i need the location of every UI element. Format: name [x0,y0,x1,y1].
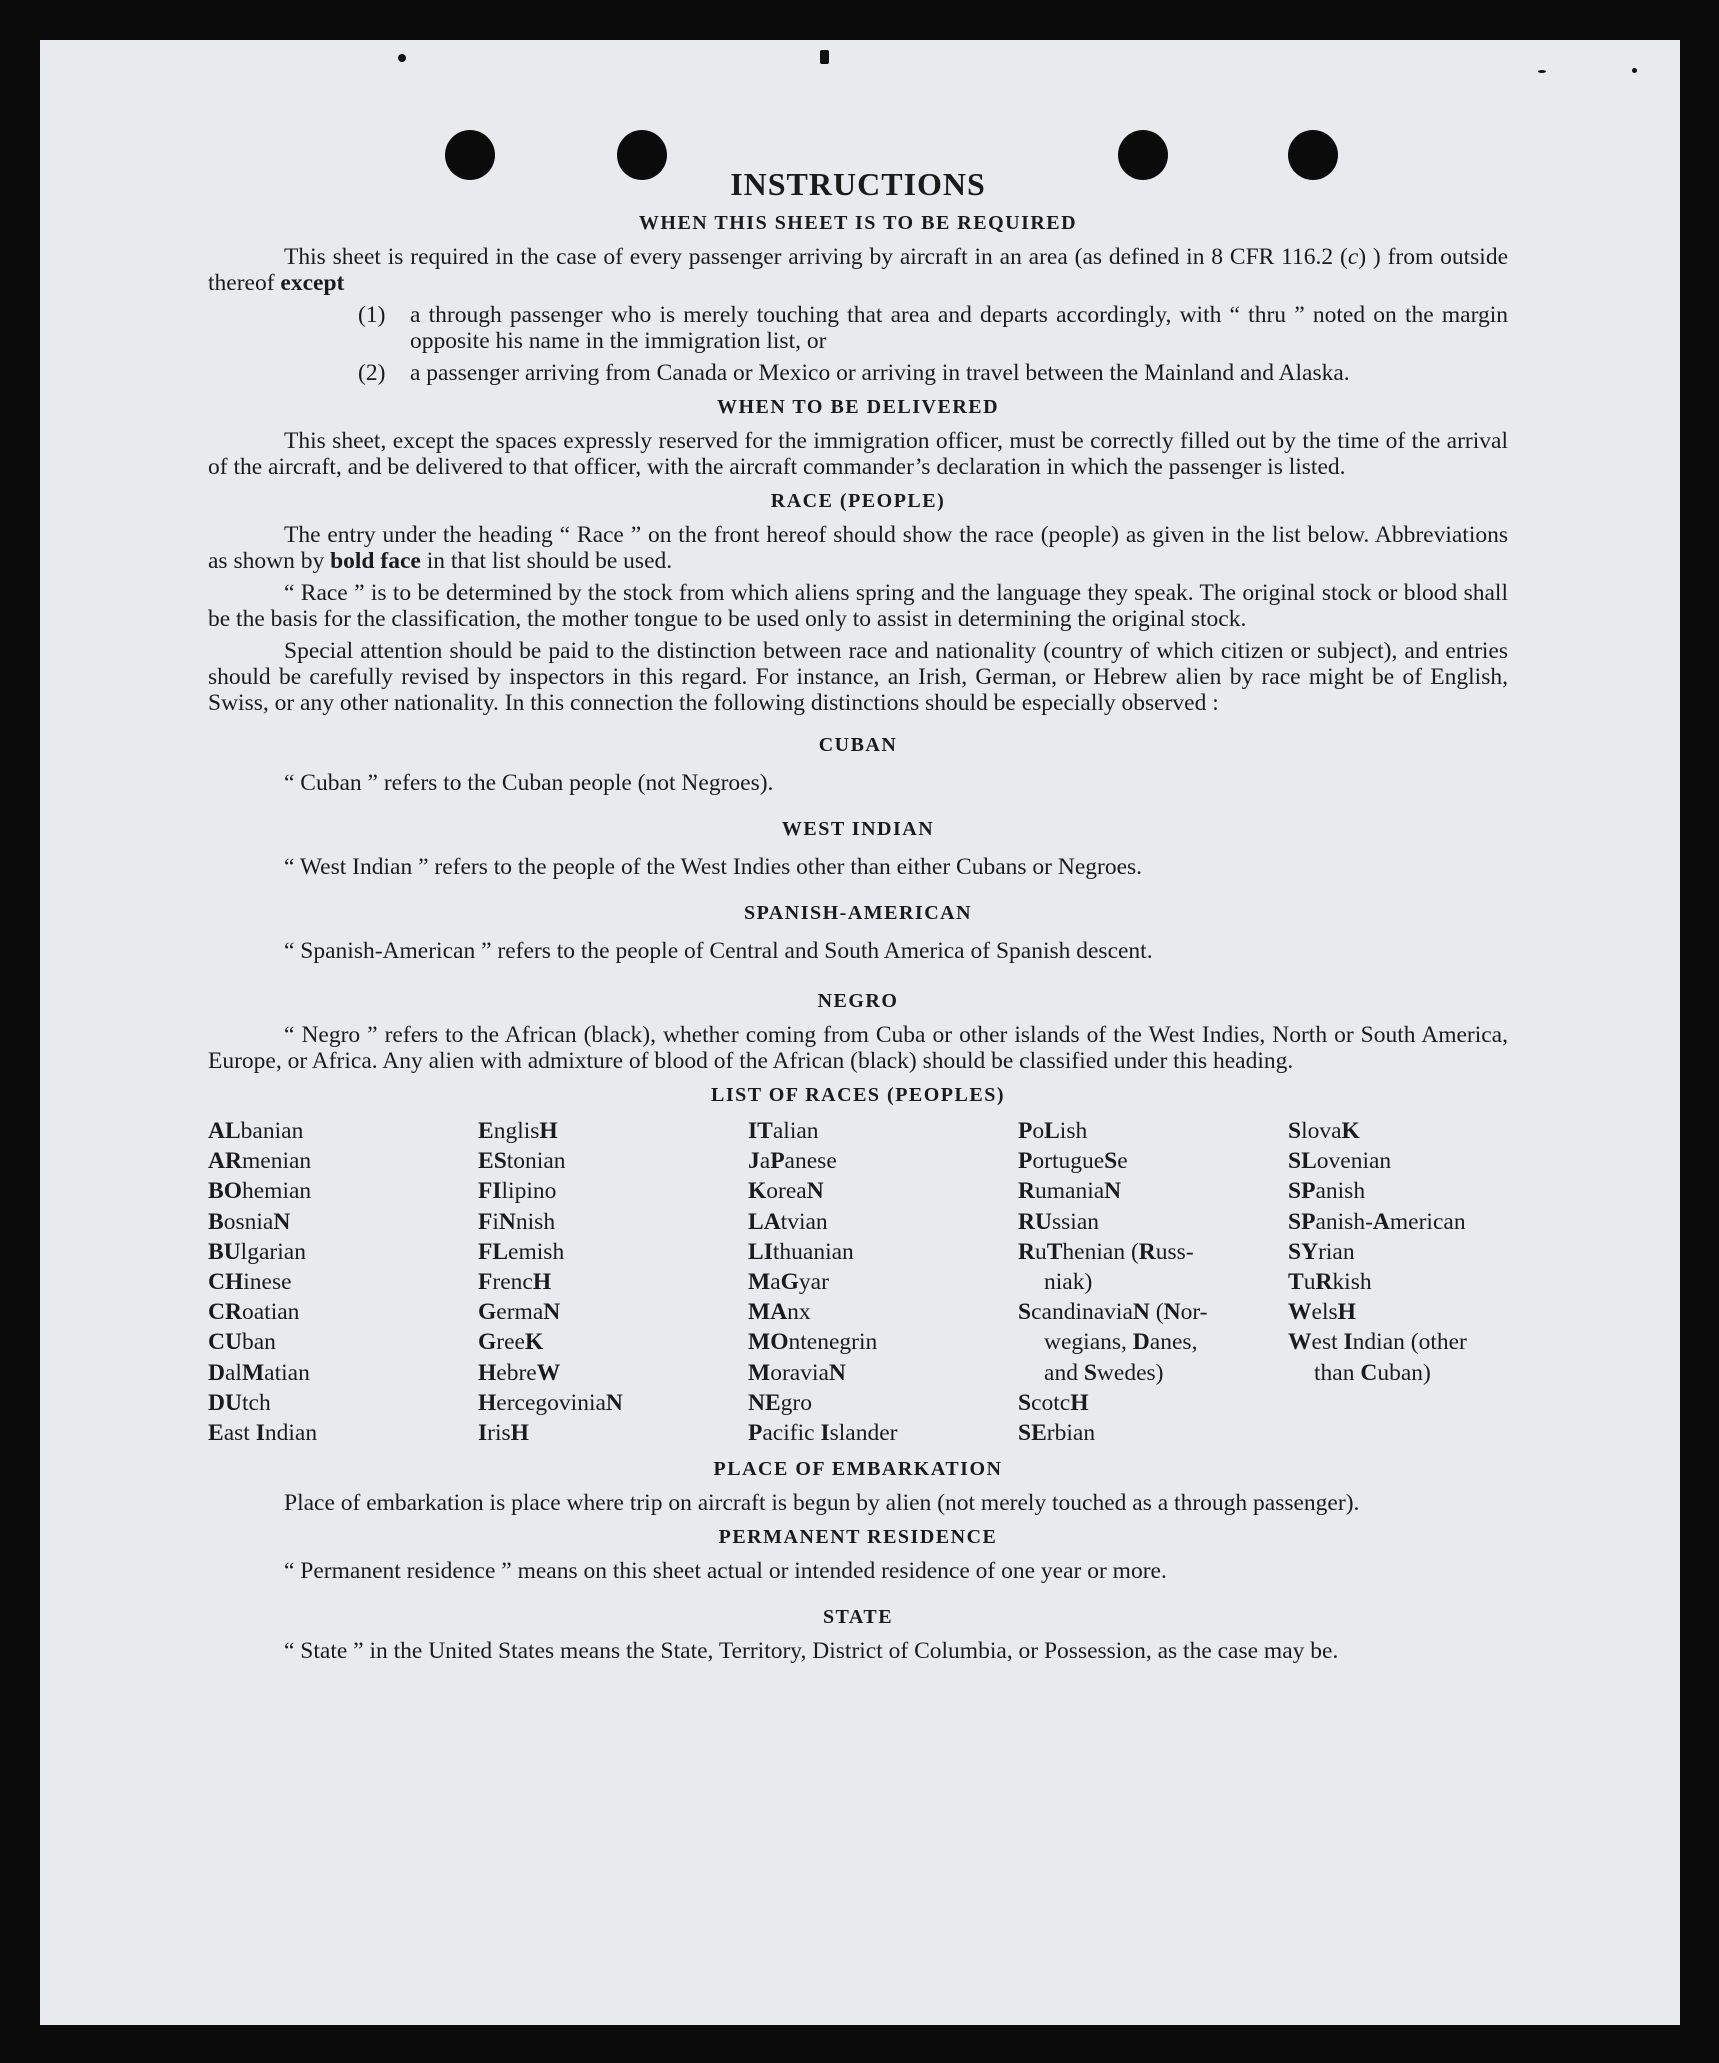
race-entry: MOntenegrin [748,1329,878,1356]
races-table [208,1116,1508,1448]
race-entry: ITalian [748,1118,819,1144]
required-intro-text: This sheet is required in the case of every passenger arriving by aircraft in an area (as defined in 8 CFR 116.2 ( [284,244,1348,270]
race-p1-text: The entry under the heading “ Race ” on the front hereof should show the race (people) as given in the list below. Abbreviations as shown by [208,522,1508,574]
race-p1-text-2: in that list should be used. [420,548,673,574]
west-indian-text: “ West Indian ” refers to the people of the West Indies other than either Cubans or Negroes. [284,854,1143,880]
race-entry: RuThenian (Russ- [1018,1238,1194,1265]
exception-text: a through passenger who is merely touching that area and departs accordingly, with “ thru ” noted on the margin opposite his name in the immigration list, or [410,302,1508,354]
required-intro-italic-c: c [1347,244,1359,270]
race-entry: East Indian [208,1420,318,1447]
race-entry: LAtvian [748,1208,828,1235]
exception-text: a passenger arriving from Canada or Mexico or arriving in travel between the Mainland and Alaska. [410,360,1350,386]
section-heading-negro: NEGRO [817,990,899,1012]
race-entry: BOhemian [208,1178,312,1205]
race-entry: WelsH [1288,1299,1356,1326]
race-paragraph-3: Special attention should be paid to the distinction between race and nationality (country of which citizen or subject), and entries should be carefully revised by inspectors in this regard. For instance, an Irish, German, or Hebrew alien by race might be of English, Swiss, or any other nationality. In this connection the following distinctions should be especially observed : [208,638,1508,716]
race-entry: EStonian [478,1148,566,1175]
race-entry: BUlgarian [208,1238,306,1265]
race-entry: and Swedes) [1044,1359,1164,1386]
race-entry: CUban [208,1329,276,1356]
race-entry: niak) [1044,1269,1093,1296]
section-heading-race: RACE (PEOPLE) [770,490,946,512]
required-intro [208,244,1508,296]
race-entry: IrisH [478,1420,529,1447]
race-entry: MAnx [748,1299,811,1326]
race-entry: HercegoviniaN [478,1389,623,1416]
race-entry: SYrian [1288,1238,1355,1265]
scan-speck [820,50,829,64]
exception-item [358,302,1508,354]
race-entry: CHinese [208,1269,292,1296]
section-heading-west-indian: WEST INDIAN [781,818,935,840]
required-intro-text-2: ) ) from outside thereof [208,244,1509,296]
race-entry: ScotcH [1018,1389,1089,1416]
race-entry: BosniaN [208,1208,291,1235]
race-entry: TuRkish [1288,1269,1372,1296]
race-entry: MoraviaN [748,1359,846,1386]
race-entry: wegians, Danes, [1044,1329,1198,1356]
race-entry: West Indian (other [1288,1329,1467,1356]
cuban-text: “ Cuban ” refers to the Cuban people (not Negroes). [284,770,774,796]
race-entry: than Cuban) [1314,1359,1431,1386]
negro-text: “ Negro ” refers to the African (black), whether coming from Cuba or other islands of the West Indies, North or South America, Europe, or Africa. Any alien with admixture of blood of the African (black) should be classified under this heading. [208,1022,1508,1074]
race-entry: ALbanian [208,1118,304,1144]
race-entry: RUssian [1018,1208,1099,1235]
instructions-page [208,166,1508,1670]
race-entry: SPanish-American [1288,1208,1466,1235]
race-entry: KoreaN [748,1178,824,1205]
race-entry: DalMatian [208,1359,310,1386]
race-entry: RumaniaN [1018,1178,1122,1205]
race-entry: PortugueSe [1018,1148,1128,1175]
section-heading-races-list: LIST OF RACES (PEOPLES) [710,1084,1005,1106]
race-entry: SLovenian [1288,1148,1392,1175]
race-paragraph-2: “ Race ” is to be determined by the stock from which aliens spring and the language they speak. The original stock or blood shall be the basis for the classification, the mother tongue to be used only to assist in determining the original stock. [208,580,1508,632]
required-intro-except: except [280,270,345,296]
race-entry: SErbian [1018,1420,1096,1447]
race-entry: PoLish [1018,1118,1088,1144]
exception-number: (1) [358,302,386,328]
section-heading-spanish-american: SPANISH-AMERICAN [743,902,973,924]
race-entry: GreeK [478,1329,544,1356]
race-entry: SPanish [1288,1178,1366,1205]
race-entry: FrencH [478,1269,552,1296]
section-heading-required: WHEN THIS SHEET IS TO BE REQUIRED [638,212,1078,234]
residence-text: “ Permanent residence ” means on this sheet actual or intended residence of one year or more. [284,1558,1167,1585]
page-title: INSTRUCTIONS [730,166,986,202]
delivered-text: This sheet, except the spaces expressly reserved for the immigration officer, must be correctly filled out by the time of the arrival of the aircraft, and be delivered to that officer, with the aircraft commander’s declaration in which the passenger is listed. [208,428,1508,480]
section-heading-residence: PERMANENT RESIDENCE [718,1526,998,1549]
race-entry: DUtch [208,1389,271,1416]
section-heading-embarkation: PLACE OF EMBARKATION [713,1458,1003,1481]
scan-speck [398,54,406,62]
race-entry: FIlipino [478,1178,557,1205]
race-entry: Pacific Islander [748,1420,898,1447]
race-paragraph-1 [208,522,1508,574]
race-entry: SlovaK [1288,1118,1360,1144]
race-p1-bold: bold face [330,548,421,574]
section-heading-state: STATE [822,1606,894,1629]
race-entry: JaPanese [748,1148,837,1175]
exception-item [358,360,1508,386]
spanish-american-text: “ Spanish-American ” refers to the people of Central and South America of Spanish descent. [284,938,1153,964]
race-entry: LIthuanian [748,1238,854,1265]
race-entry: FiNnish [478,1208,556,1235]
race-entry: MaGyar [748,1269,829,1296]
race-entry: HebreW [478,1359,561,1386]
race-entry: CRoatian [208,1299,300,1326]
race-entry: EnglisH [478,1118,558,1144]
race-entry: NEgro [748,1389,812,1416]
embarkation-text: Place of embarkation is place where trip on aircraft is begun by alien (not merely touched as a through passenger). [284,1490,1360,1517]
race-entry [1288,1388,1558,1418]
exception-number: (2) [358,360,386,386]
race-entry: ScandinaviaN (Nor- [1018,1299,1208,1326]
race-entry [1288,1418,1558,1448]
section-heading-cuban: CUBAN [818,734,898,756]
section-heading-delivered: WHEN TO BE DELIVERED [716,396,1000,418]
race-entry: FLemish [478,1238,565,1265]
scan-speck [1632,68,1637,73]
race-entry: GermaN [478,1299,561,1326]
race-entry: ARmenian [208,1148,312,1175]
scan-speck [1538,70,1546,73]
state-text: “ State ” in the United States means the State, Territory, District of Columbia, or Possession, as the case may be. [284,1638,1339,1665]
